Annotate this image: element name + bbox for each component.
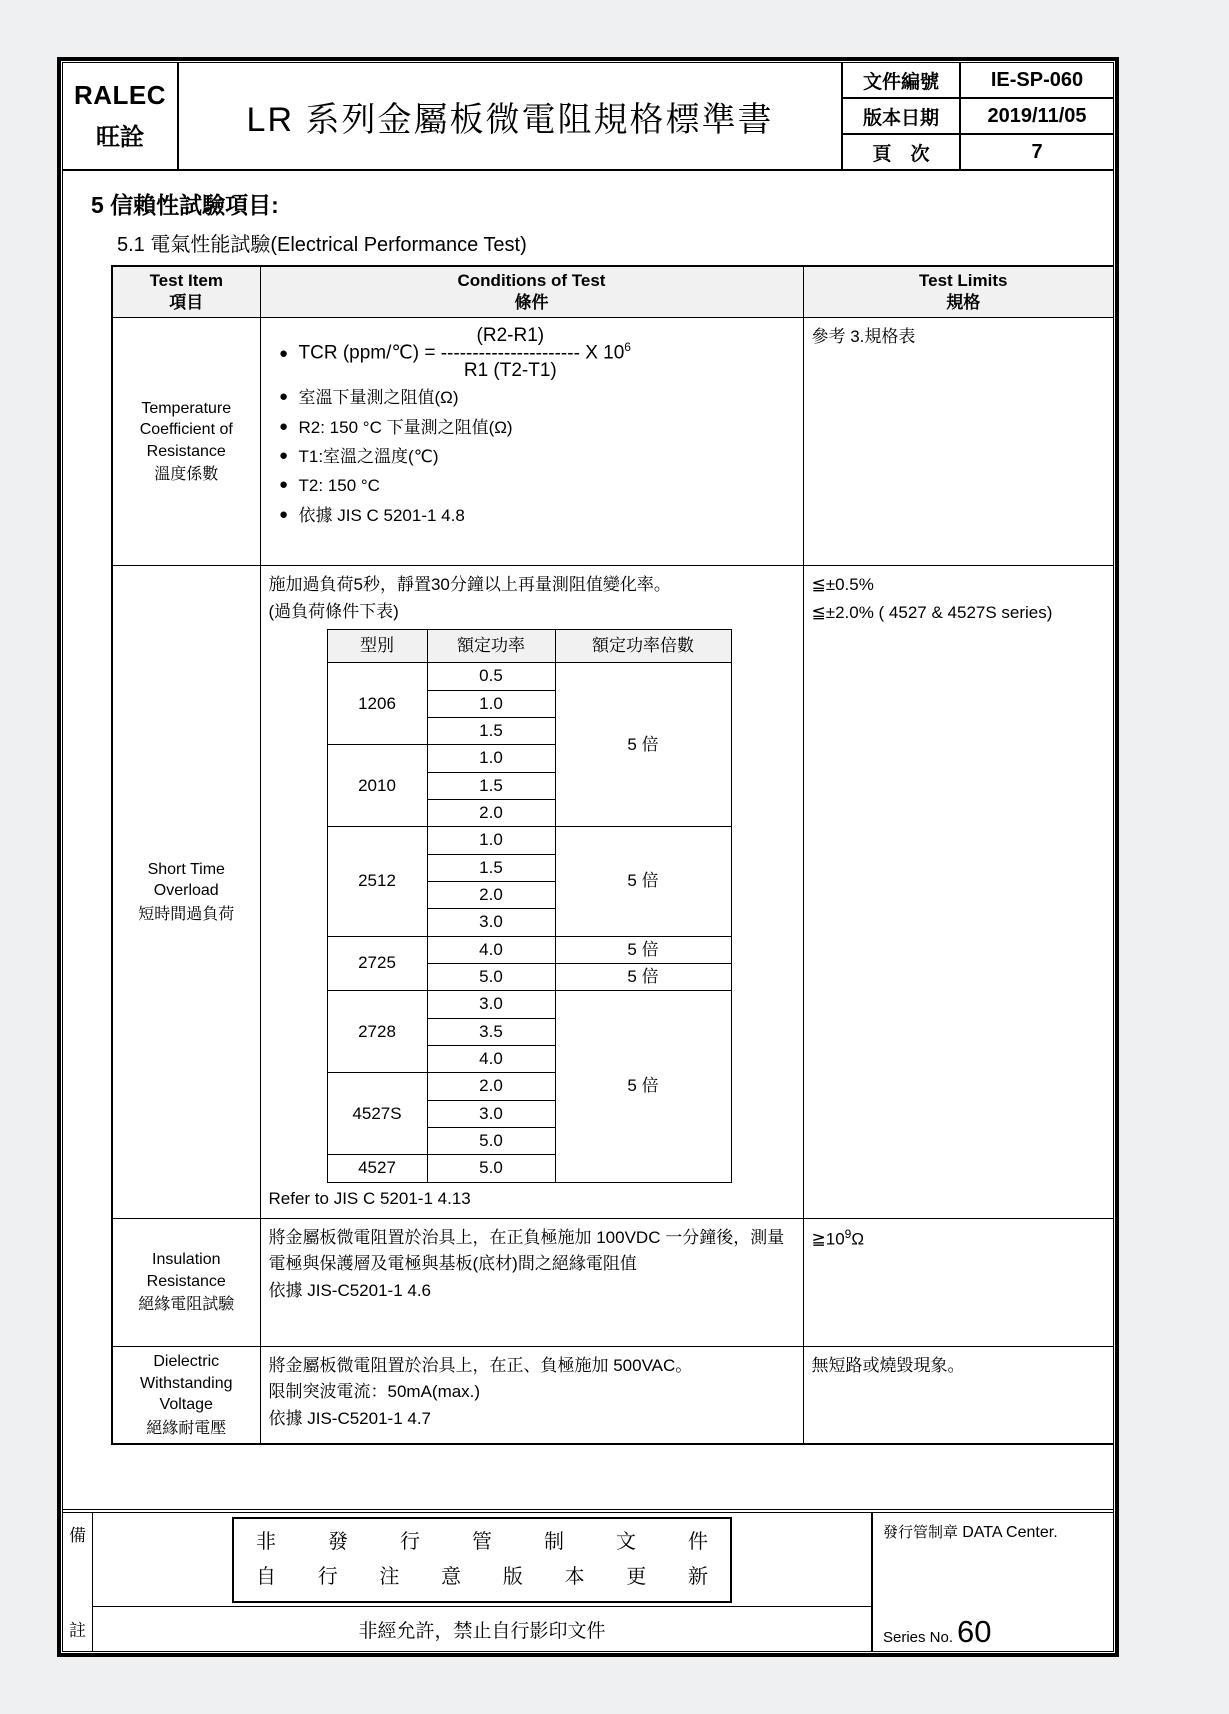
overload-table-row [327,663,731,690]
overload-refer-note: Refer to JIS C 5201-1 4.13 [268,1188,471,1208]
insulation-desc-2: 依據 JIS-C5201-1 4.6 [268,1280,432,1300]
rated-power-cell: 5.0 [427,964,555,991]
tcr-item-zh: 溫度係數 [154,466,219,484]
series-number-line [883,1616,1107,1647]
rated-power-cell: 1.5 [427,717,555,744]
bullet-text: 依據 JIS C 5201-1 4.8 [298,505,465,525]
condition-bullet [269,444,795,470]
model-cell: 1206 [327,663,427,745]
condition-bullet [269,503,795,529]
header-limits-en: Test Limits [919,271,1008,290]
table-row-overload [112,566,1113,1219]
info-row-doc-number [843,63,1113,99]
condition-bullet [269,473,795,499]
page-content [63,171,1113,1509]
series-label: Series No. [883,1629,954,1646]
rated-power-cell: 0.5 [427,663,555,690]
formula-numerator: (R2-R1) [476,325,545,347]
power-multiplier-cell: 5 倍 [555,827,731,936]
overload-condition-table [327,629,732,1183]
dielectric-desc-2: 限制突波電流：50mA(max.) [268,1382,481,1402]
info-row-page-number [843,135,1113,169]
overload-item-zh: 短時間過負荷 [138,905,235,923]
header-test-item-en: Test Item [149,271,223,290]
dielectric-limit-cell: 無短路或燒毀現象。 [803,1347,1113,1445]
overload-item-cell [112,566,260,1219]
rated-power-cell: 3.0 [427,909,555,936]
bullet-text: T1:室溫之溫度(℃) [298,446,439,466]
logo-text-en: RALEC [73,80,167,110]
overload-limit-1: ≦±0.5% [811,575,874,595]
formula-exponent: 6 [624,340,631,355]
header-conditions-en: Conditions of Test [457,271,606,290]
rated-power-cell: 1.5 [427,854,555,881]
document-page [57,57,1119,1657]
section-heading: 5 信賴性試驗項目: [91,192,279,218]
footer-notice-area [93,1513,871,1607]
insulation-limit-cell [803,1219,1113,1347]
table-row-insulation [112,1219,1113,1347]
dielectric-desc-3: 依據 JIS-C5201-1 4.7 [268,1408,432,1428]
rated-power-cell: 5.0 [427,1155,555,1182]
copy-warning-text: 非經允許，禁止自行影印文件 [358,1620,606,1642]
formula-bar: ---------------------- [440,343,580,365]
col-header-conditions [260,266,803,318]
table-row-tcr [112,318,1113,566]
power-multiplier-cell: 5 倍 [555,936,731,963]
power-multiplier-cell: 5 倍 [555,991,731,1182]
bullet-icon: ● [278,446,289,464]
dielectric-item-zh: 絕緣耐電壓 [146,1419,227,1437]
overload-col-model: 型別 [327,629,427,662]
rated-power-cell: 2.0 [427,799,555,826]
model-cell: 2725 [327,936,427,991]
document-info-table [841,63,1113,169]
rated-power-cell: 3.0 [427,1100,555,1127]
model-cell: 4527S [327,1073,427,1155]
formula-suffix: X 10 [579,342,625,364]
tcr-bullet-list [269,385,795,529]
formula-fraction [441,326,580,381]
insulation-limit-exponent: 9 [844,1227,852,1242]
rated-power-cell: 1.0 [427,690,555,717]
header-test-item-zh: 項目 [169,293,204,313]
rated-power-cell: 1.5 [427,772,555,799]
issue-stamp-value: DATA Center. [962,1524,1058,1541]
bullet-icon: ● [278,417,289,435]
rated-power-cell: 2.0 [427,881,555,908]
overload-desc-2: (過負荷條件下表) [268,601,399,621]
document-title: LR 系列金屬板微電阻規格標準書 [246,100,774,139]
tcr-formula [269,326,795,381]
rated-power-cell: 1.0 [427,827,555,854]
dielectric-conditions-cell [260,1347,803,1445]
table-row-dielectric [112,1347,1113,1445]
table-header-row [112,266,1113,318]
notice-box [232,1517,732,1603]
remark-char-top: 備 [69,1526,86,1545]
version-date-value: 2019/11/05 [987,104,1087,127]
rated-power-cell: 1.0 [427,745,555,772]
document-footer [63,1509,1113,1651]
rated-power-cell: 4.0 [427,1046,555,1073]
dielectric-item-cell [112,1347,260,1445]
insulation-limit-base: ≧10 [811,1229,845,1249]
overload-col-multiplier: 額定功率倍數 [555,629,731,662]
power-multiplier-cell: 5 倍 [555,964,731,991]
insulation-desc-1: 將金屬板微電阻置於治具上，在正負極施加 100VDC 一分鐘後，測量電極與保護層及電極與基板(底材)間之絕緣電阻值 [268,1228,785,1274]
rated-power-cell: 4.0 [427,936,555,963]
power-multiplier-cell: 5 倍 [555,663,731,827]
document-header [63,63,1113,171]
bullet-icon: ● [278,388,289,406]
overload-conditions-cell [260,566,803,1219]
doc-number-label: 文件編號 [843,63,961,97]
electrical-performance-table [111,265,1113,1445]
header-limits-zh: 規格 [946,293,981,313]
remark-char-bottom: 註 [69,1621,86,1640]
bullet-text: T2: 150 °C [298,476,380,496]
header-conditions-zh: 條件 [514,293,549,313]
overload-table-row [327,991,731,1018]
dielectric-desc-1: 將金屬板微電阻置於治具上，在正、負極施加 500VAC。 [268,1356,693,1376]
bullet-text: R2: 150 °C 下量測之阻值(Ω) [298,417,513,437]
info-row-version-date [843,99,1113,135]
tcr-item-en: Temperature Coefficient of Resistance [139,399,233,460]
doc-number-value: IE-SP-060 [990,68,1084,91]
notice-line-1: 非 發 行 管 制 文 件 [256,1530,708,1553]
rated-power-cell: 3.0 [427,991,555,1018]
footer-remark-column [63,1513,93,1651]
overload-limit-cell [803,566,1113,1219]
notice-line-2: 自 行 注 意 版 本 更 新 [256,1565,708,1588]
formula-denominator: R1 (T2-T1) [463,360,557,382]
model-cell: 2512 [327,827,427,936]
condition-bullet [269,415,795,441]
section-subheading: 5.1 電氣性能試驗(Electrical Performance Test) [117,234,527,256]
insulation-item-zh: 絕緣電阻試驗 [138,1296,235,1314]
bullet-text: 室溫下量測之阻值(Ω) [298,388,459,408]
overload-col-power: 額定功率 [427,629,555,662]
series-value: 60 [957,1614,992,1649]
company-logo [63,63,179,169]
condition-bullet [269,385,795,411]
bullet-icon: ● [278,345,289,363]
version-date-label: 版本日期 [843,99,961,133]
overload-limit-2: ≦±2.0% ( 4527 & 4527S series) [811,602,1053,622]
overload-desc-1: 施加過負荷5秒，靜置30分鐘以上再量測阻值變化率。 [268,575,671,595]
overload-item-en: Short Time Overload [147,860,225,900]
insulation-limit-unit: Ω [851,1229,865,1249]
rated-power-cell: 3.5 [427,1018,555,1045]
overload-table-row [327,827,731,854]
page-number-label: 頁 次 [843,135,961,169]
insulation-item-en: Insulation Resistance [146,1251,226,1290]
issue-stamp-label: 發行管制章 [883,1524,959,1541]
model-cell: 2728 [327,991,427,1073]
insulation-item-cell [112,1219,260,1347]
page-frame [62,62,1114,1652]
rated-power-cell: 2.0 [427,1073,555,1100]
dielectric-item-en: Dielectric Withstanding Voltage [140,1353,233,1414]
rated-power-cell: 5.0 [427,1128,555,1155]
footer-middle-column [93,1513,873,1651]
col-header-test-item [112,266,260,318]
logo-text-zh: 旺詮 [96,124,144,151]
col-header-limits [803,266,1113,318]
bullet-icon: ● [278,476,289,494]
issue-stamp-line [883,1521,1107,1542]
page-number-value: 7 [1031,140,1043,163]
insulation-conditions-cell [260,1219,803,1347]
tcr-limit-cell: 參考 3.規格表 [803,318,1113,566]
formula-prefix: TCR (ppm/℃) = [298,342,441,364]
overload-table-header-row [327,629,731,662]
bullet-icon: ● [278,505,289,523]
overload-table-row [327,936,731,963]
tcr-conditions-cell [260,318,803,566]
model-cell: 4527 [327,1155,427,1182]
footer-right-column [873,1513,1113,1651]
model-cell: 2010 [327,745,427,827]
tcr-item-cell [112,318,260,566]
